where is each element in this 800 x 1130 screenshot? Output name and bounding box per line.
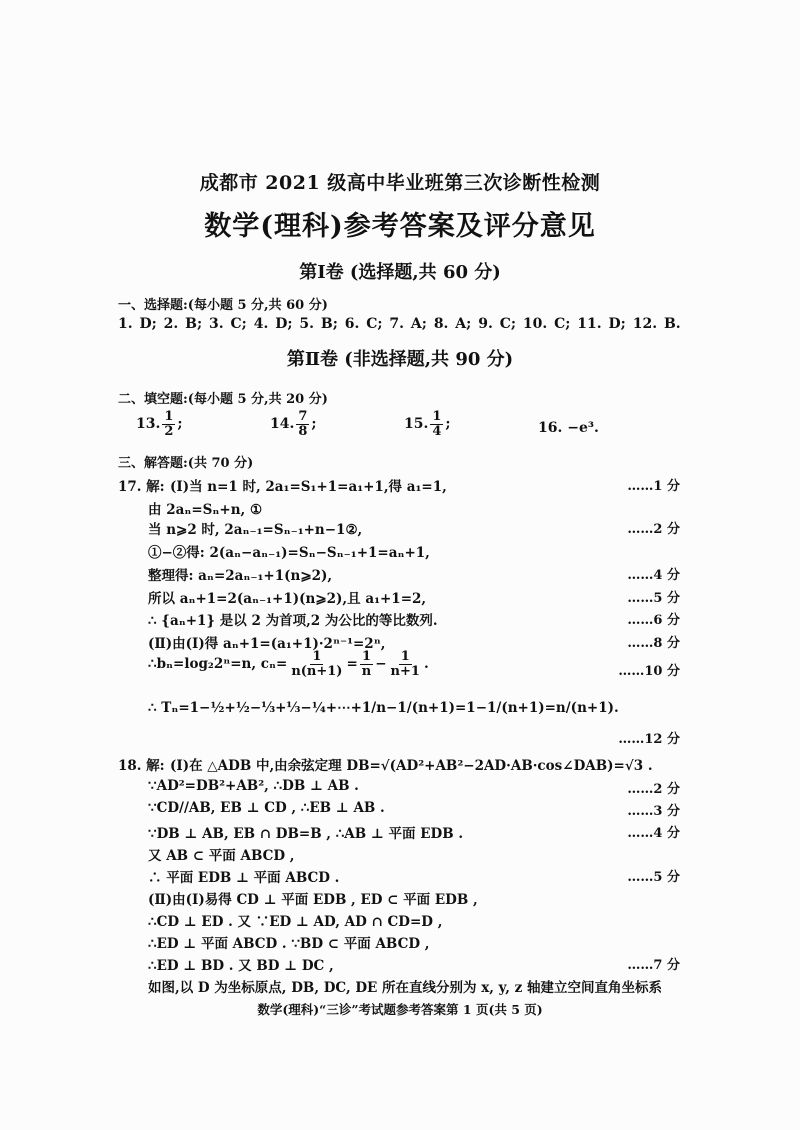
denominator: 8	[298, 423, 308, 439]
score-mark: ……10 分	[618, 664, 680, 679]
q18-line: 又 AB ⊂ 平面 ABCD ,	[148, 848, 295, 864]
denominator: n(n+1)	[291, 663, 343, 679]
score-mark: ……12 分	[618, 732, 680, 747]
q17-line: 整理得: aₙ=2aₙ₋₁+1(n⩾2),	[148, 568, 333, 584]
q18-label: 18. 解:	[118, 758, 165, 774]
numerator: 1	[400, 649, 410, 664]
fraction	[430, 410, 443, 438]
question-number: 13.	[136, 416, 161, 433]
q18-line: ∴ 平面 EDB ⊥ 平面 ABCD .	[148, 870, 340, 886]
volume-1-heading: 第Ⅰ卷 (选择题,共 60 分)	[299, 262, 501, 283]
q17-line: ①−②得: 2(aₙ−aₙ₋₁)=Sₙ−Sₙ₋₁+1=aₙ+1,	[148, 545, 430, 561]
punctuation: ;	[445, 416, 451, 433]
score-mark: ……8 分	[627, 636, 680, 651]
denominator: n+1	[390, 663, 420, 679]
numerator: 1	[432, 409, 442, 424]
exam-title: 成都市 2021 级高中毕业班第三次诊断性检测	[199, 172, 601, 194]
q17-line: 所以 aₙ+1=2(aₙ₋₁+1)(n⩾2),且 a₁+1=2,	[148, 591, 427, 607]
q17-line: ∴ Tₙ=1−½+½−⅓+⅓−¼+⋯+1/n−1/(n+1)=1−1/(n+1)=n/(n+1).	[148, 700, 619, 716]
q17-line-fraction	[148, 650, 429, 678]
page-footer: 数学(理科)“三诊”考试题参考答案第 1 页(共 5 页)	[257, 1002, 543, 1017]
punctuation: .	[423, 656, 429, 673]
fraction	[162, 410, 175, 438]
score-mark: ……3 分	[627, 804, 680, 819]
answer-value: −e³.	[567, 420, 599, 436]
denominator: n	[361, 663, 372, 679]
score-mark: ……4 分	[627, 826, 680, 841]
q17-line: ∴ {aₙ+1} 是以 2 为首项,2 为公比的等比数列.	[148, 613, 438, 629]
question-number: 14.	[270, 416, 295, 433]
score-mark: ……5 分	[627, 591, 680, 606]
q18-line: ∴ED ⊥ BD . 又 BD ⊥ DC ,	[148, 958, 334, 974]
q17-line: 由 2aₙ=Sₙ+n, ①	[148, 502, 263, 518]
score-mark: ……5 分	[627, 870, 680, 885]
minus-sign: −	[375, 656, 387, 673]
denominator: 4	[432, 423, 442, 439]
denominator: 2	[164, 423, 174, 439]
fraction	[289, 650, 344, 678]
q18-line: ∴CD ⊥ ED . 又 ∵ED ⊥ AD, AD ∩ CD=D ,	[148, 914, 443, 930]
q18-line: (Ⅰ)在 △ADB 中,由余弦定理 DB=√(AD²+AB²−2AD·AB·cos∠DAB)=√3 .	[170, 758, 653, 774]
score-mark: ……6 分	[627, 613, 680, 628]
score-mark: ……2 分	[627, 782, 680, 797]
q18-line: ∴ED ⊥ 平面 ABCD . ∵BD ⊂ 平面 ABCD ,	[148, 936, 430, 952]
numerator: 1	[361, 649, 372, 664]
fill-answer-16	[538, 420, 599, 436]
q17-line: 当 n⩾2 时, 2aₙ₋₁=Sₙ₋₁+n−1②,	[148, 522, 363, 538]
numerator: 7	[298, 409, 308, 424]
numerator: 1	[164, 409, 174, 424]
score-mark: ……4 分	[627, 568, 680, 583]
section-solution-heading: 三、解答题:(共 70 分)	[118, 456, 254, 471]
section-fill-heading: 二、填空题:(每小题 5 分,共 20 分)	[118, 392, 328, 407]
q17-label: 17. 解:	[118, 479, 165, 495]
punctuation: ;	[311, 416, 317, 433]
fraction	[360, 650, 373, 678]
fill-answer-14	[270, 410, 317, 438]
numerator: 1	[312, 649, 322, 664]
document-title: 数学(理科)参考答案及评分意见	[204, 211, 596, 242]
formula-text: ∴bₙ=log₂2ⁿ=n, cₙ=	[148, 656, 288, 673]
choice-answers: 1. D; 2. B; 3. C; 4. D; 5. B; 6. C; 7. A; 8. A; 9. C; 10. C; 11. D; 12. B.	[118, 316, 681, 332]
score-mark: ……7 分	[627, 958, 680, 973]
equals-sign: =	[346, 656, 358, 673]
q18-line: (Ⅱ)由(Ⅰ)易得 CD ⊥ 平面 EDB , ED ⊂ 平面 EDB ,	[148, 892, 478, 908]
fill-answer-13	[136, 410, 183, 438]
volume-2-heading: 第Ⅱ卷 (非选择题,共 90 分)	[286, 349, 514, 370]
fraction	[296, 410, 309, 438]
punctuation: ;	[177, 416, 183, 433]
q17-line: (Ⅱ)由(Ⅰ)得 aₙ+1=(a₁+1)·2ⁿ⁻¹=2ⁿ,	[148, 636, 386, 652]
q18-line: ∵CD//AB, EB ⊥ CD , ∴EB ⊥ AB .	[148, 800, 385, 816]
question-number: 16.	[538, 420, 563, 436]
fraction	[389, 650, 422, 678]
score-mark: ……1 分	[627, 479, 680, 494]
q18-line: 如图,以 D 为坐标原点, DB, DC, DE 所在直线分别为 x, y, z 轴建立空间直角坐标系	[148, 980, 663, 996]
q18-line: ∵AD²=DB²+AB², ∴DB ⊥ AB .	[148, 778, 359, 794]
fill-answer-15	[404, 410, 451, 438]
question-number: 15.	[404, 416, 429, 433]
q18-line: ∵DB ⊥ AB, EB ∩ DB=B , ∴AB ⊥ 平面 EDB .	[148, 826, 464, 842]
score-mark: ……2 分	[627, 522, 680, 537]
q17-line: (Ⅰ)当 n=1 时, 2a₁=S₁+1=a₁+1,得 a₁=1,	[170, 479, 447, 495]
section-choice-heading: 一、选择题:(每小题 5 分,共 60 分)	[118, 298, 328, 313]
